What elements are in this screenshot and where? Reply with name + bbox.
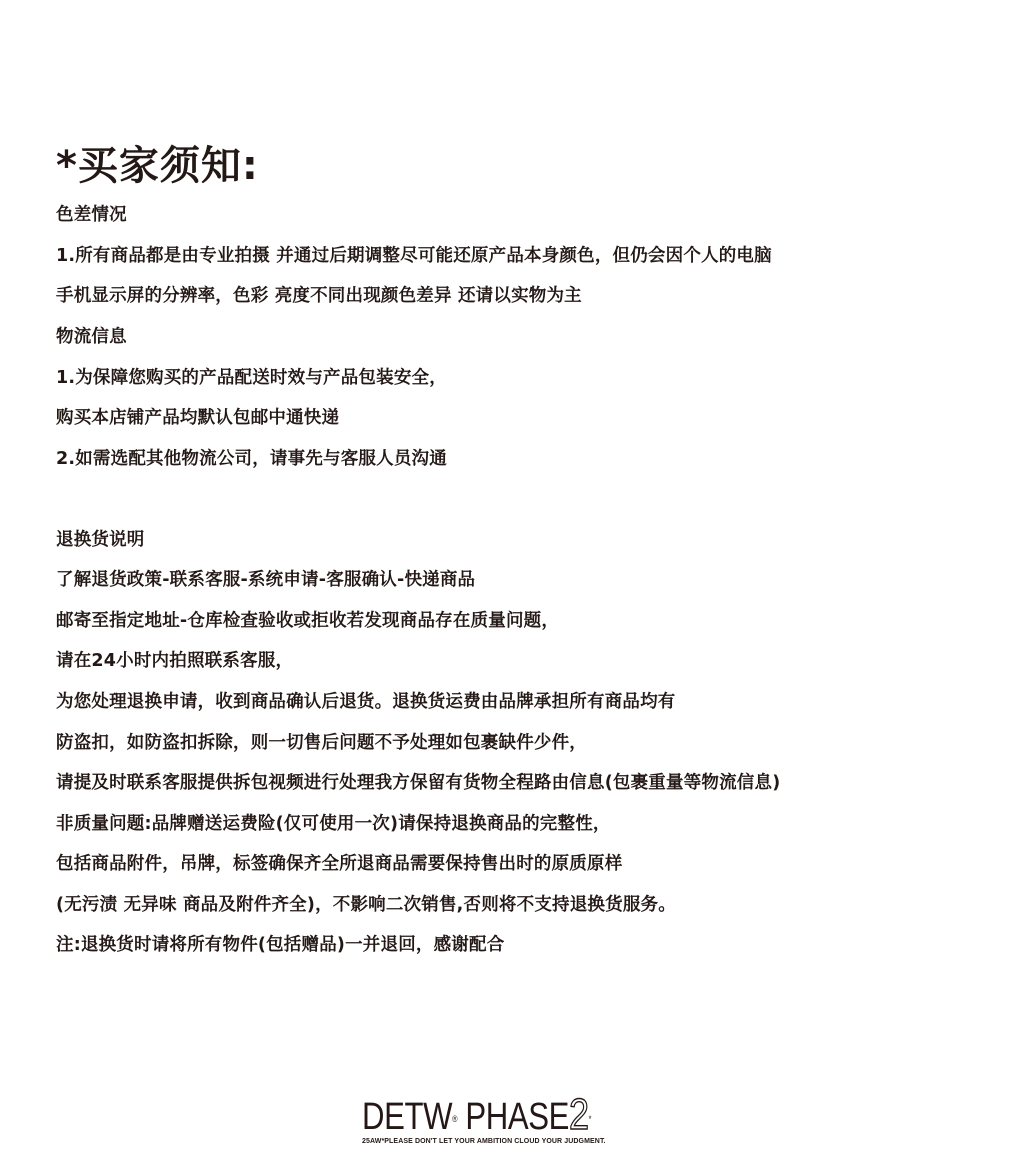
text-line: 为您处理退换申请，收到商品确认后退货。退换货运费由品牌承担所有商品均有 bbox=[56, 692, 676, 712]
text-line: 1.为保障您购买的产品配送时效与产品包装安全， bbox=[56, 368, 447, 388]
text-line: 2.如需选配其他物流公司，请事先与客服人员沟通 bbox=[56, 449, 447, 469]
section-heading-color: 色差情况 bbox=[56, 205, 127, 225]
text-line: 防盗扣，如防盗扣拆除，则一切售后问题不予处理如包裹缺件少件， bbox=[56, 733, 587, 753]
logo-brand: DETW bbox=[362, 1096, 453, 1138]
text-line: 购买本店铺产品均默认包邮中通快递 bbox=[56, 408, 340, 428]
text-line: 邮寄至指定地址-仓库检查验收或拒收若发现商品存在质量问题， bbox=[56, 611, 560, 631]
brand-logo bbox=[0, 1090, 1024, 1147]
logo-star: * bbox=[588, 1114, 592, 1124]
logo-tagline: 25AW*PLEASE DON'T LET YOUR AMBITION CLOUD YOUR JUDGMENT. bbox=[362, 1138, 606, 1145]
text-line: 1.所有商品都是由专业拍摄 并通过后期调整尽可能还原产品本身颜色，但仍会因个人的电脑 bbox=[56, 246, 772, 266]
text-line: 了解退货政策-联系客服-系统申请-客服确认-快递商品 bbox=[56, 570, 476, 590]
text-line: (无污渍 无异味 商品及附件齐全)，不影响二次销售,否则将不支持退换货服务。 bbox=[56, 895, 676, 915]
text-line: 请在24小时内拍照联系客服， bbox=[56, 651, 294, 671]
page-title: *买家须知: bbox=[56, 143, 259, 189]
section-heading-returns: 退换货说明 bbox=[56, 530, 145, 550]
text-line: 非质量问题:品牌赠送运费险(仅可使用一次)请保持退换商品的完整性， bbox=[56, 814, 611, 834]
text-line: 注:退换货时请将所有物件(包括赠品)一并退回，感谢配合 bbox=[56, 935, 505, 955]
registered-mark: ® bbox=[452, 1114, 458, 1124]
text-line: 包括商品附件，吊牌，标签确保齐全所退商品需要保持售出时的原质原样 bbox=[56, 854, 623, 874]
text-line: 手机显示屏的分辨率，色彩 亮度不同出现颜色差异 还请以实物为主 bbox=[56, 286, 582, 306]
section-heading-logistics: 物流信息 bbox=[56, 327, 127, 347]
logo-phase: PHASE bbox=[465, 1096, 569, 1138]
logo-number: 2 bbox=[568, 1090, 589, 1139]
text-line: 请提及时联系客服提供拆包视频进行处理我方保留有货物全程路由信息(包裹重量等物流信息) bbox=[56, 773, 781, 793]
logo-wordmark bbox=[362, 1090, 608, 1139]
